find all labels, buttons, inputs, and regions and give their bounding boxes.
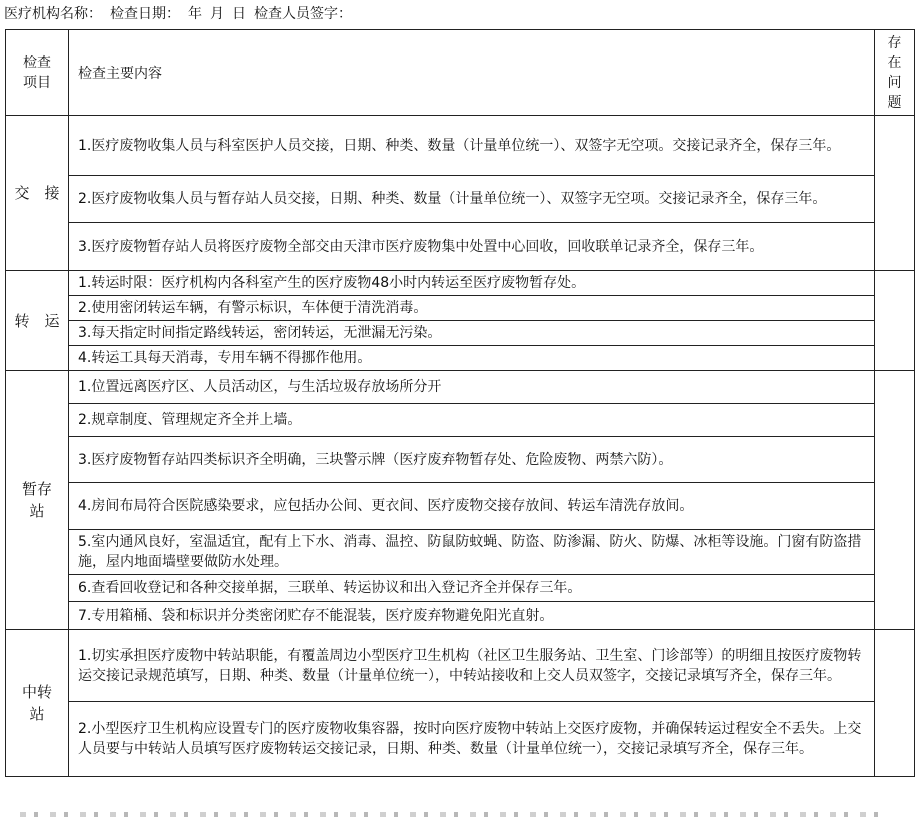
column-header-issue-char: 问 bbox=[887, 74, 902, 91]
table-row bbox=[6, 702, 915, 777]
column-header-item bbox=[6, 30, 69, 116]
check-item: 5.室内通风良好，室温适宜，配有上下水、消毒、温控、防鼠防蚊蝇、防盗、防渗漏、防火、防爆、冰柜等设施。门窗有防盗措施，屋内地面墙壁要做防水处理。 bbox=[69, 530, 875, 575]
category-transit-station-label: 中转站 bbox=[21, 683, 52, 723]
day-label: 日 bbox=[232, 6, 246, 22]
check-item: 3.每天指定时间指定路线转运，密闭转运，无泄漏无污染。 bbox=[69, 321, 875, 346]
table-row bbox=[6, 371, 915, 404]
category-storage-station-label: 暂存站 bbox=[21, 480, 52, 520]
table-row bbox=[6, 271, 915, 296]
issue-cell[interactable] bbox=[875, 116, 915, 271]
table-row bbox=[6, 530, 915, 575]
check-item: 2.小型医疗卫生机构应设置专门的医疗废物收集容器，按时向医疗废物中转站上交医疗废物，并确保转运过程安全不丢失。上交人员要与中转站人员填写医疗废物转运交接记录，日期、种类、数量（计量单位统一），交接记录填写齐全，保存三年。 bbox=[69, 702, 875, 777]
check-item: 1.位置远离医疗区、人员活动区，与生活垃圾存放场所分开 bbox=[69, 371, 875, 404]
check-item: 2.使用密闭转运车辆，有警示标识，车体便于清洗消毒。 bbox=[69, 296, 875, 321]
table-row bbox=[6, 437, 915, 483]
column-header-issue-char: 题 bbox=[887, 94, 902, 111]
table-row bbox=[6, 346, 915, 371]
date-label: 检查日期： bbox=[110, 6, 180, 22]
column-header-content: 检查主要内容 bbox=[69, 30, 875, 116]
category-transfer: 转 运 bbox=[6, 271, 69, 371]
inspection-table bbox=[5, 29, 915, 777]
table-row bbox=[6, 630, 915, 702]
check-item: 3.医疗废物暂存站人员将医疗废物全部交由天津市医疗废物集中处置中心回收，回收联单记录齐全，保存三年。 bbox=[69, 223, 875, 271]
check-item: 1.转运时限：医疗机构内各科室产生的医疗废物48小时内转运至医疗废物暂存处。 bbox=[69, 271, 875, 296]
check-item: 4.房间布局符合医院感染要求，应包括办公间、更衣间、医疗废物交接存放间、转运车清洗存放间。 bbox=[69, 483, 875, 530]
check-item: 6.查看回收登记和各种交接单据，三联单、转运协议和出入登记齐全并保存三年。 bbox=[69, 575, 875, 602]
category-transit-station bbox=[6, 630, 69, 777]
category-storage-station bbox=[6, 371, 69, 630]
table-row bbox=[6, 223, 915, 271]
column-header-item-line: 检查 bbox=[23, 54, 51, 71]
table-row bbox=[6, 176, 915, 223]
month-label: 月 bbox=[210, 6, 224, 22]
column-header-issue-char: 在 bbox=[887, 54, 902, 71]
table-row bbox=[6, 404, 915, 437]
issue-cell[interactable] bbox=[875, 630, 915, 777]
column-header-item-line: 项目 bbox=[23, 74, 51, 91]
check-item: 3.医疗废物暂存站四类标识齐全明确，三块警示牌（医疗废弃物暂存处、危险废物、两禁六防）。 bbox=[69, 437, 875, 483]
category-handover: 交 接 bbox=[6, 116, 69, 271]
table-header-row bbox=[6, 30, 915, 116]
form-header bbox=[4, 5, 360, 23]
issue-cell[interactable] bbox=[875, 271, 915, 371]
inspector-label: 检查人员签字： bbox=[254, 6, 352, 22]
table-row bbox=[6, 575, 915, 602]
issue-cell[interactable] bbox=[875, 371, 915, 630]
check-item: 1.切实承担医疗废物中转站职能，有覆盖周边小型医疗卫生机构（社区卫生服务站、卫生室、门诊部等）的明细且按医疗废物转运交接记录规范填写，日期、种类、数量（计量单位统一），中转站接收和上交人员双签字，交接记录填写齐全，保存三年。 bbox=[69, 630, 875, 702]
table-row bbox=[6, 483, 915, 530]
table-row bbox=[6, 321, 915, 346]
table-row bbox=[6, 116, 915, 176]
check-item: 7.专用箱桶、袋和标识并分类密闭贮存不能混装，医疗废弃物避免阳光直射。 bbox=[69, 602, 875, 630]
cropped-footer-text bbox=[0, 808, 916, 817]
check-item: 2.规章制度、管理规定齐全并上墙。 bbox=[69, 404, 875, 437]
table-row bbox=[6, 296, 915, 321]
column-header-issue bbox=[875, 30, 915, 116]
column-header-issue-char: 存 bbox=[887, 34, 902, 51]
institution-label: 医疗机构名称： bbox=[4, 6, 102, 22]
check-item: 4.转运工具每天消毒，专用车辆不得挪作他用。 bbox=[69, 346, 875, 371]
check-item: 1.医疗废物收集人员与科室医护人员交接，日期、种类、数量（计量单位统一）、双签字无空项。交接记录齐全，保存三年。 bbox=[69, 116, 875, 176]
table-row bbox=[6, 602, 915, 630]
check-item: 2.医疗废物收集人员与暂存站人员交接，日期、种类、数量（计量单位统一）、双签字无空项。交接记录齐全，保存三年。 bbox=[69, 176, 875, 223]
year-label: 年 bbox=[188, 6, 202, 22]
